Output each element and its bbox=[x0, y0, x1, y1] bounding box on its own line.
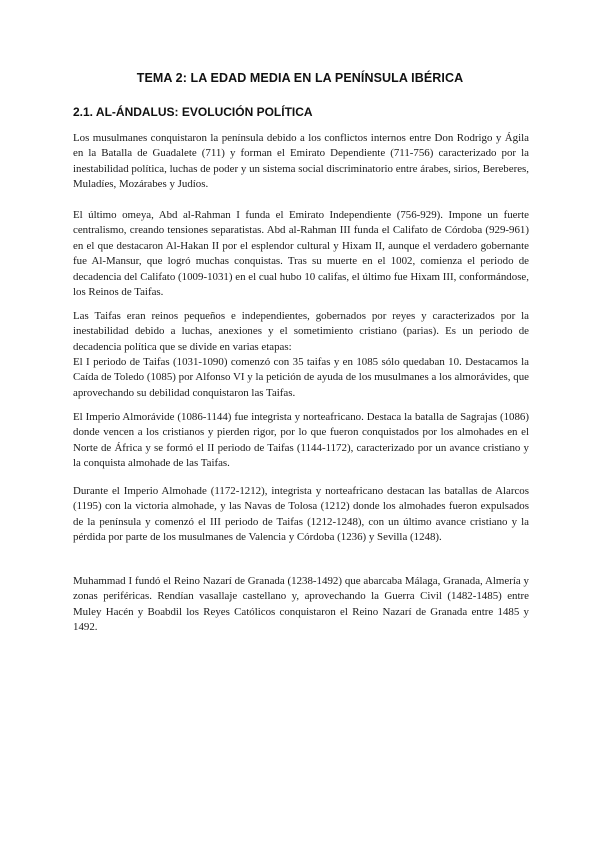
section-heading: 2.1. AL-ÁNDALUS: EVOLUCIÓN POLÍTICA bbox=[73, 105, 313, 119]
paragraph-almoravid: El Imperio Almorávide (1086-1144) fue integrista y norteafricano. Destaca la batalla de Sagrajas (1086) donde vencen a los cristianos y pierden rigor, por lo que fueron conquistados por los almohades en el Norte de África y se formó el II periodo de Taifas (1144-1172), caracterizado por un avance cristiano y la conquista almohade de las Taifas. bbox=[73, 411, 529, 470]
paragraph-taifas-intro: Las Taifas eran reinos pequeños e independientes, gobernados por reyes y caracterizados por la inestabilidad debido a luchas, anexiones y el sometimiento cristiano (parias). Es un periodo de decadencia política que se divide en varias etapas: bbox=[73, 310, 529, 353]
paragraph-almohad: Durante el Imperio Almohade (1172-1212), integrista y norteafricano destacan las batallas de Alarcos (1195) con la victoria almohade, y las Navas de Tolosa (1212) donde los almohades fueron expulsados de la península y comenzó el III periodo de Taifas (1212-1248), con un último avance cristiano y la pérdida por parte de los musulmanes de Valencia y Córdoba (1236) y Sevilla (1248). bbox=[73, 485, 529, 544]
page-title: TEMA 2: LA EDAD MEDIA EN LA PENÍNSULA IBÉRICA bbox=[136, 71, 464, 85]
paragraph-emirate-caliphate: El último omeya, Abd al-Rahman I funda el Emirato Independiente (756-929). Impone un fuerte centralismo, creando tensiones separatistas. Abd al-Rahman III funda el Califato de Córdoba (929-961) en el que destacaron Al-Hakan II por el esplendor cultural y Hixam II, aunque el verdadero gobernante fue Al-Mansur, que logró muchas conquistas. Tras su muerte en el 1002, comienza el periodo de decadencia del Califato (1009-1031) en el cual hubo 10 califas, el último fue Hixam III, conformándose, los Reinos de Taifas. bbox=[73, 209, 529, 299]
paragraph-nasrid: Muhammad I fundó el Reino Nazarí de Granada (1238-1492) que abarcaba Málaga, Granada, Almería y zonas periféricas. Rendían vasallaje castellano y, aprovechando la Guerra Civil (1482-1485) entre Muley Hacén y Boabdil los Reyes Católicos conquistaron el Reino Nazarí de Granada entre 1485 y 1492. bbox=[73, 575, 529, 634]
paragraph-conquest: Los musulmanes conquistaron la península debido a los conflictos internos entre Don Rodrigo y Ágila en la Batalla de Guadalete (711) y forman el Emirato Dependiente (711-756) caracterizado por la inestabilidad política, luchas de poder y un sistema social discriminatorio entre árabes, sirios, Bereberes, Muladíes, Mozárabes y Judíos. bbox=[73, 132, 529, 191]
paragraph-first-taifas: El I periodo de Taifas (1031-1090) comenzó con 35 taifas y en 1085 sólo quedaban 10. Destacamos la Caída de Toledo (1085) por Alfonso VI y la petición de ayuda de los musulmanes a los almorávides, que aprovechando su debilidad conquistaron las Taifas. bbox=[73, 356, 529, 399]
